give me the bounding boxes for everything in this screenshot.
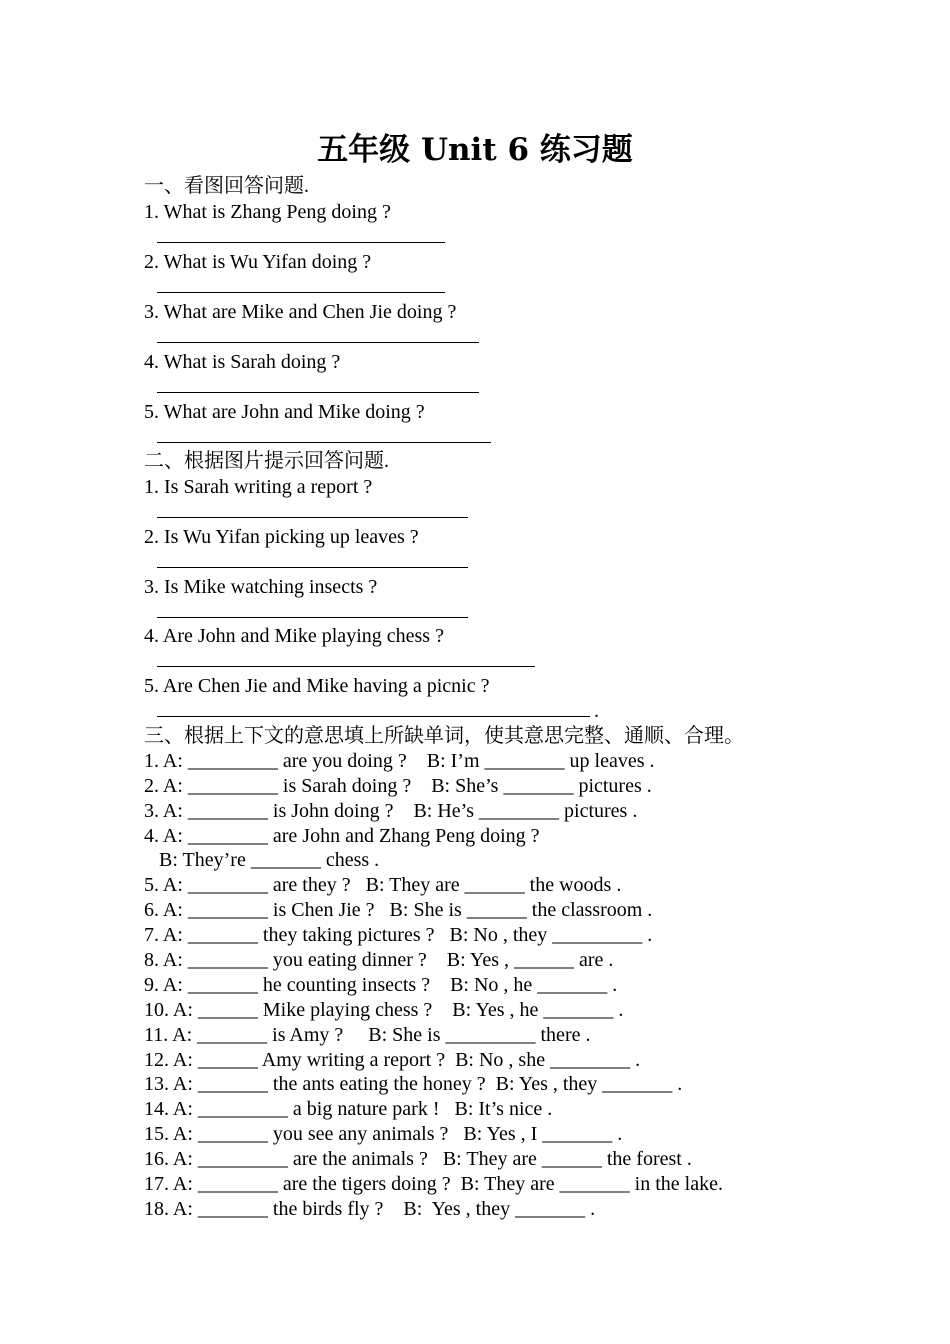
section2-question-4: 4. Are John and Mike playing chess ? xyxy=(144,625,444,647)
fill-in-line-5: 5. A: ________ are they ? B: They are ______ the woods . xyxy=(144,874,622,896)
answer-line[interactable] xyxy=(157,392,479,393)
fill-in-line-6: 6. A: ________ is Chen Jie ? B: She is ______ the classroom . xyxy=(144,899,653,921)
section2-question-1: 1. Is Sarah writing a report ? xyxy=(144,476,373,498)
section1-question-1: 1. What is Zhang Peng doing ? xyxy=(144,201,391,223)
fill-in-line-10: 10. A: ______ Mike playing chess ? B: Yes , he _______ . xyxy=(144,999,624,1021)
fill-in-line-16: 16. A: _________ are the animals ? B: They are ______ the forest . xyxy=(144,1148,692,1170)
fill-in-line-2: 2. A: _________ is Sarah doing ? B: She’s _______ pictures . xyxy=(144,775,652,797)
answer-line[interactable] xyxy=(157,517,468,518)
fill-in-line-3: 3. A: ________ is John doing ? B: He’s ________ pictures . xyxy=(144,800,638,822)
section1-question-3: 3. What are Mike and Chen Jie doing ? xyxy=(144,301,457,323)
fill-in-line-17: 17. A: ________ are the tigers doing ? B: They are _______ in the lake. xyxy=(144,1173,723,1195)
fill-in-line-12: 12. A: ______ Amy writing a report ? B: No , she ________ . xyxy=(144,1049,641,1071)
fill-in-line-15: 15. A: _______ you see any animals ? B: Yes , I _______ . xyxy=(144,1123,623,1145)
section1-question-4: 4. What is Sarah doing ? xyxy=(144,351,341,373)
fill-in-line-11: 11. A: _______ is Amy ? B: She is _________ there . xyxy=(144,1024,591,1046)
answer-line[interactable] xyxy=(157,567,468,568)
fill-in-line-4b: B: They’re _______ chess . xyxy=(144,849,380,871)
section2-question-2: 2. Is Wu Yifan picking up leaves ? xyxy=(144,526,419,548)
answer-period: . xyxy=(594,700,599,722)
section2-question-5: 5. Are Chen Jie and Mike having a picnic ? xyxy=(144,675,490,697)
answer-line[interactable] xyxy=(157,716,590,717)
fill-in-line-7: 7. A: _______ they taking pictures ? B: No , they _________ . xyxy=(144,924,653,946)
page-title: 五年级 Unit 6 练习题 xyxy=(317,132,633,168)
section1-heading: 一、看图回答问题. xyxy=(144,175,309,197)
fill-in-line-1: 1. A: _________ are you doing ? B: I’m ________ up leaves . xyxy=(144,750,655,772)
answer-line[interactable] xyxy=(157,442,491,443)
fill-in-line-13: 13. A: _______ the ants eating the honey ? B: Yes , they _______ . xyxy=(144,1073,683,1095)
fill-in-line-8: 8. A: ________ you eating dinner ? B: Yes , ______ are . xyxy=(144,949,614,971)
fill-in-line-9: 9. A: _______ he counting insects ? B: No , he _______ . xyxy=(144,974,618,996)
section2-heading: 二、根据图片提示回答问题. xyxy=(144,450,389,472)
section2-question-3: 3. Is Mike watching insects ? xyxy=(144,576,378,598)
fill-in-line-18: 18. A: _______ the birds fly ? B: Yes , they _______ . xyxy=(144,1198,596,1220)
section1-question-5: 5. What are John and Mike doing ? xyxy=(144,401,425,423)
answer-line[interactable] xyxy=(157,242,445,243)
answer-line[interactable] xyxy=(157,666,535,667)
answer-line[interactable] xyxy=(157,617,468,618)
section3-heading: 三、根据上下文的意思填上所缺单词，使其意思完整、通顺、合理。 xyxy=(144,725,744,747)
fill-in-line-14: 14. A: _________ a big nature park ! B: It’s nice . xyxy=(144,1098,553,1120)
section1-question-2: 2. What is Wu Yifan doing ? xyxy=(144,251,372,273)
answer-line[interactable] xyxy=(157,292,445,293)
fill-in-line-4: 4. A: ________ are John and Zhang Peng doing ? xyxy=(144,825,540,847)
answer-line[interactable] xyxy=(157,342,479,343)
